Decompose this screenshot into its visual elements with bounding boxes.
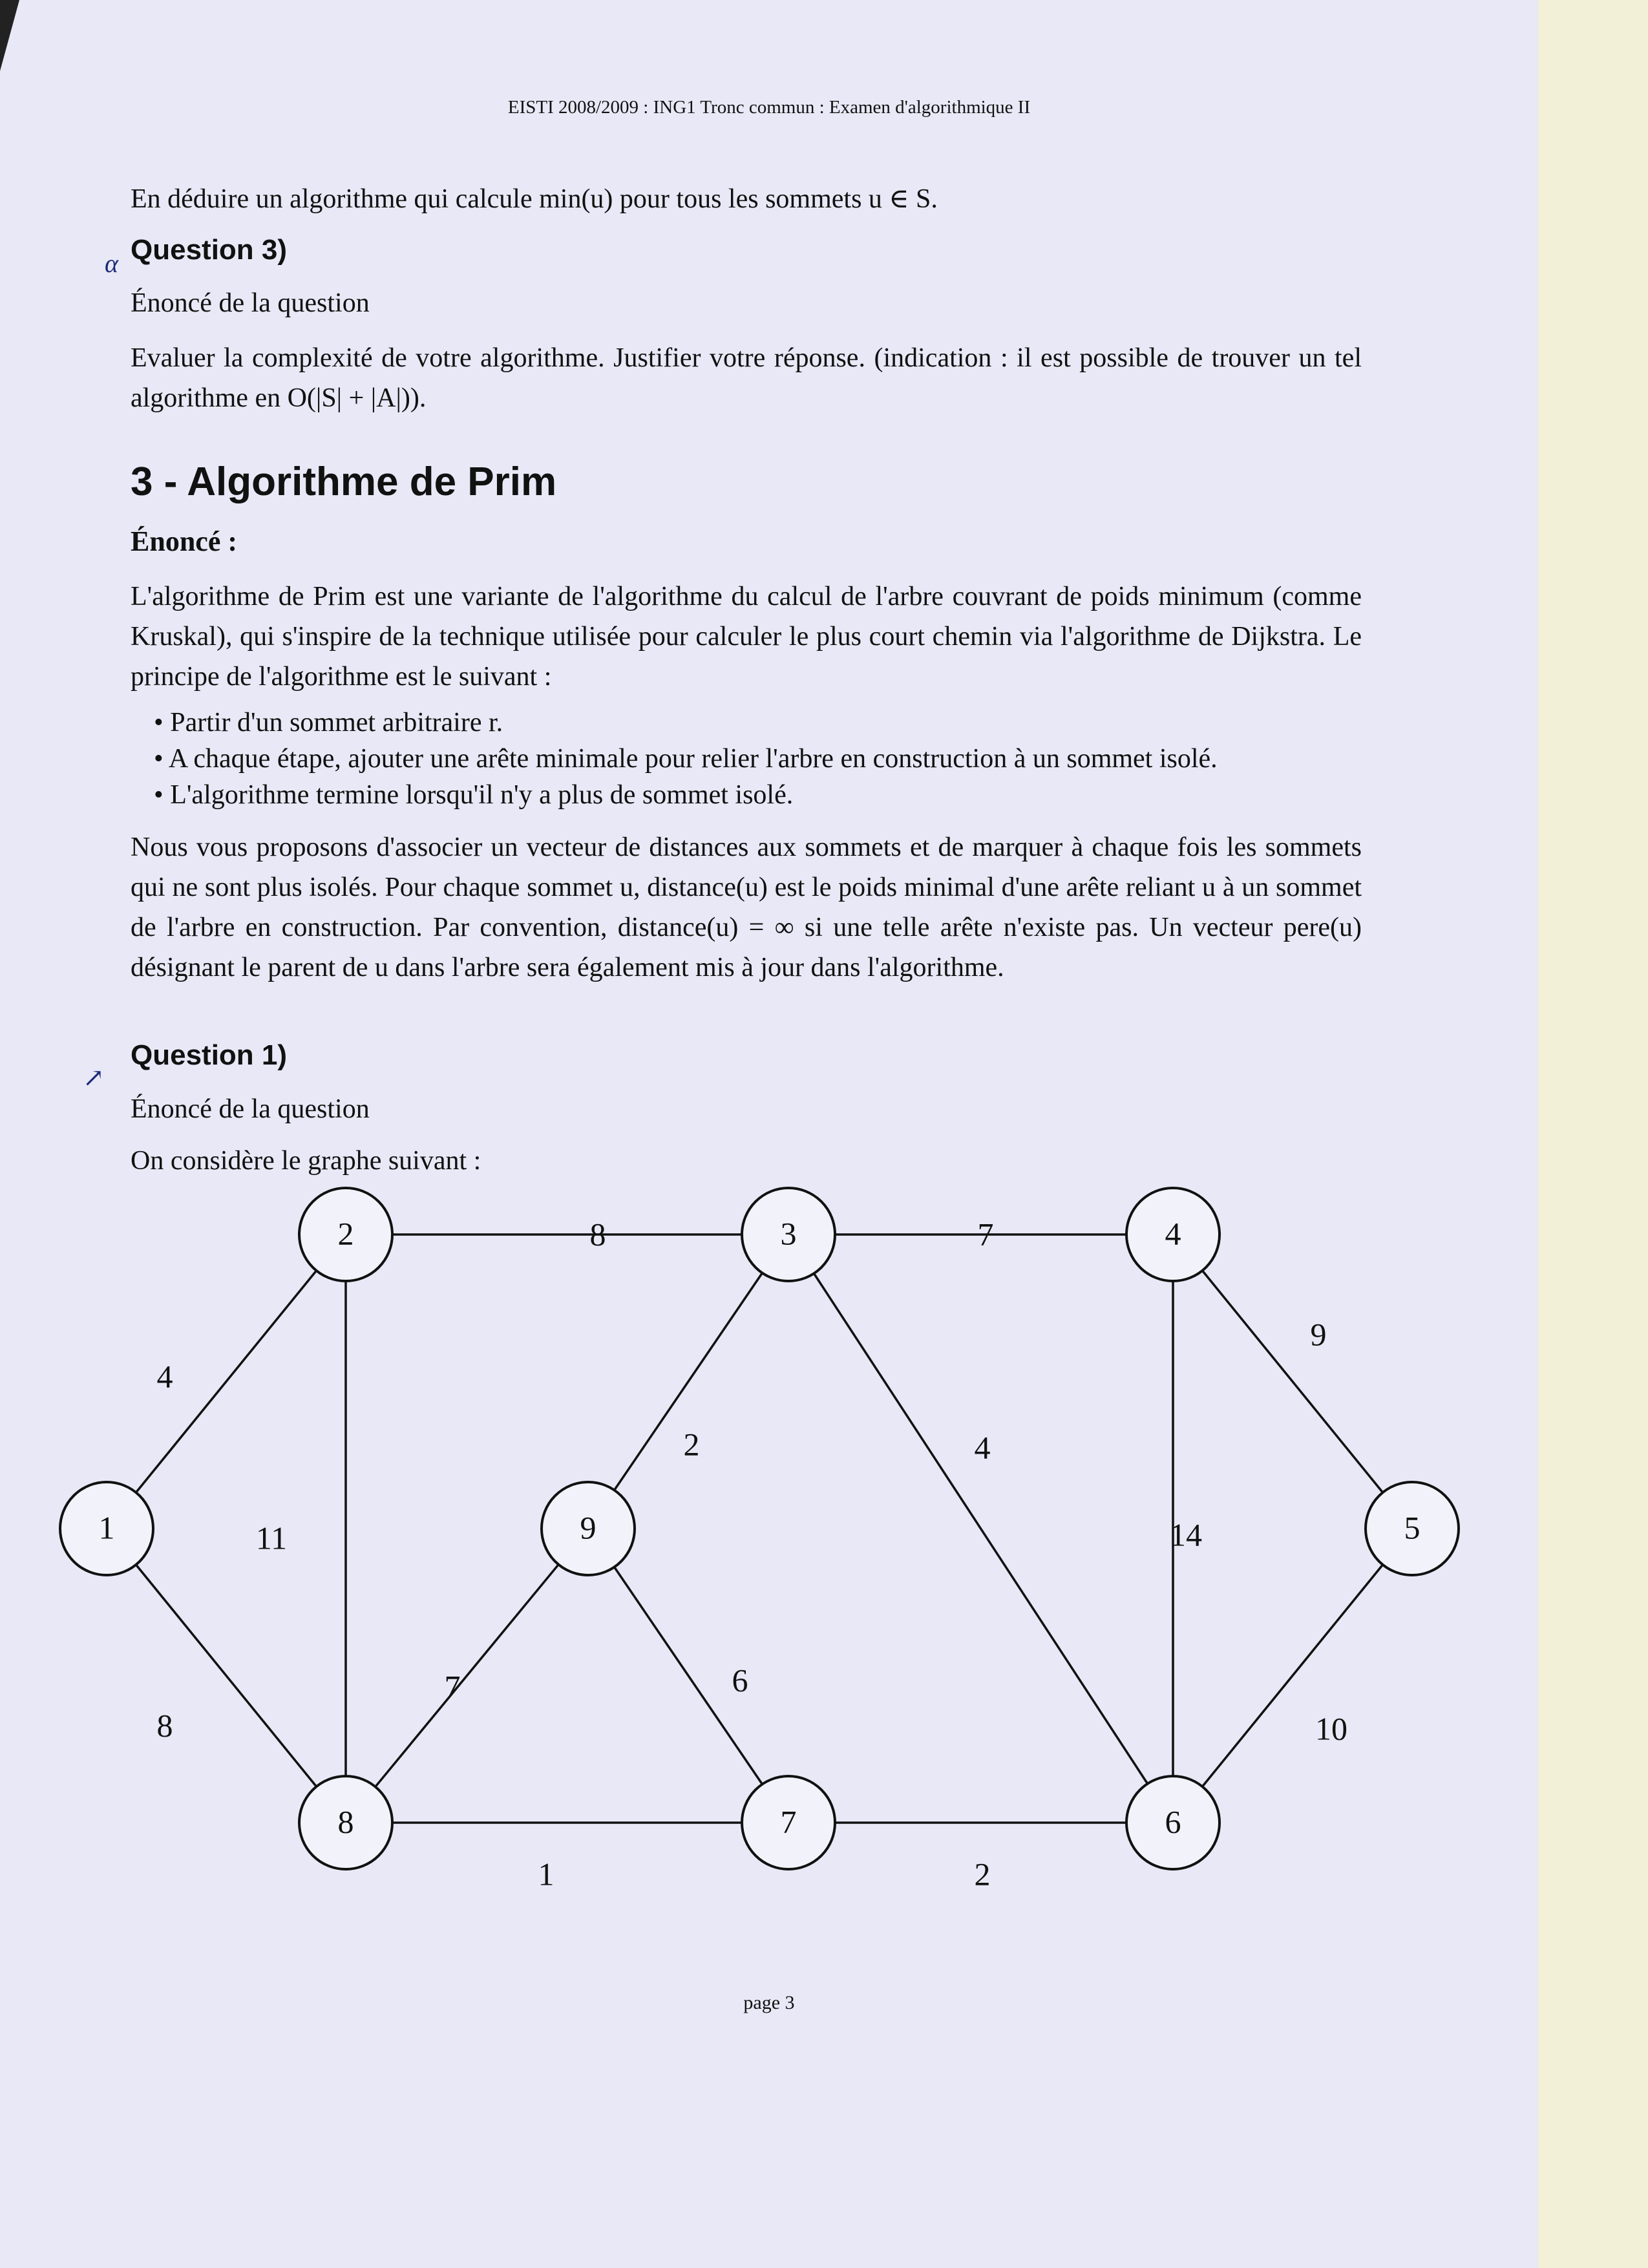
section-title: 3 - Algorithme de Prim bbox=[131, 460, 557, 504]
principle-item: • A chaque étape, ajouter une arête minimale pour relier l'arbre en construction à un sommet isolé. bbox=[154, 744, 1218, 774]
vertex-label: 8 bbox=[337, 1803, 354, 1840]
vertex-label: 1 bbox=[98, 1509, 115, 1546]
vertex-5 bbox=[1366, 1482, 1459, 1575]
edge-weight-3-9: 2 bbox=[683, 1426, 700, 1463]
vertex-1 bbox=[60, 1482, 153, 1575]
handwritten-mark-q3: α bbox=[105, 249, 118, 278]
question-3-title: Question 3) bbox=[131, 234, 288, 266]
vertex-label: 7 bbox=[780, 1803, 797, 1840]
handwritten-mark-q1: ↗ bbox=[83, 1063, 105, 1092]
edge-4-5 bbox=[1202, 1271, 1382, 1492]
question-3-body: Evaluer la complexité de votre algorithme. Justifier votre réponse. (indication : il est possible de trouver un tel algorithme en O(|S| + |A|)). bbox=[131, 343, 1362, 413]
vertex-label: 9 bbox=[580, 1509, 597, 1546]
edge-weight-4-5: 9 bbox=[1310, 1316, 1327, 1353]
prim-intro: L'algorithme de Prim est une variante de l'algorithme du calcul de l'arbre couvrant de poids minimum (comme Kruskal), qui s'inspire de la technique utilisée pour calculer le plus court chemin via l'algorithme de Dijkstra. Le principe de l'algorithme est le suivant : bbox=[131, 582, 1362, 692]
edge-weight-1-8: 8 bbox=[156, 1707, 173, 1744]
scan-background-strip bbox=[1538, 0, 1648, 2268]
weighted-graph bbox=[0, 1163, 1538, 1939]
edge-weight-5-6: 10 bbox=[1315, 1710, 1347, 1747]
edge-weight-9-8: 7 bbox=[444, 1668, 461, 1705]
edge-weight-2-3: 8 bbox=[589, 1216, 606, 1253]
vertex-label: 6 bbox=[1165, 1803, 1181, 1840]
vertex-3 bbox=[742, 1188, 835, 1281]
edge-weight-1-2: 4 bbox=[156, 1358, 173, 1395]
edge-weight-3-4: 7 bbox=[977, 1216, 994, 1253]
question-3-subtitle: Énoncé de la question bbox=[131, 288, 370, 318]
vertex-label: 3 bbox=[780, 1215, 797, 1252]
prim-description: Nous vous proposons d'associer un vecteur de distances aux sommets et de marquer à chaque fois les sommets qui ne sont plus isolés. Pour chaque sommet u, distance(u) est le poids minimal d'une arête reliant u à un sommet de l'arbre en construction. Par convention, distance(u) = ∞ si une telle arête n'existe pas. Un vecteur pere(u) désignant le parent de u dans l'arbre sera également mis à jour dans l'algorithme. bbox=[131, 832, 1362, 982]
vertex-7 bbox=[742, 1776, 835, 1869]
vertex-8 bbox=[299, 1776, 392, 1869]
edge-weight-9-7: 6 bbox=[732, 1662, 748, 1699]
edge-weight-8-7: 1 bbox=[538, 1856, 555, 1892]
vertex-4 bbox=[1126, 1188, 1220, 1281]
vertex-label: 4 bbox=[1165, 1215, 1181, 1252]
page-header: EISTI 2008/2009 : ING1 Tronc commun : Examen d'algorithmique II bbox=[507, 97, 1031, 118]
edge-9-8 bbox=[375, 1565, 558, 1787]
page-number: page 3 bbox=[743, 1992, 795, 2013]
edge-weight-3-6: 4 bbox=[974, 1429, 991, 1466]
vertex-label: 5 bbox=[1404, 1509, 1421, 1546]
vertex-label: 2 bbox=[337, 1215, 354, 1252]
vertex-9 bbox=[542, 1482, 635, 1575]
principle-item: • L'algorithme termine lorsqu'il n'y a plus de sommet isolé. bbox=[154, 780, 794, 810]
question-1-title: Question 1) bbox=[131, 1039, 288, 1071]
question-1-subtitle: Énoncé de la question bbox=[131, 1094, 370, 1124]
principle-list bbox=[154, 705, 1218, 813]
principle-item: • Partir d'un sommet arbitraire r. bbox=[154, 708, 503, 737]
edge-5-6 bbox=[1202, 1565, 1382, 1786]
scan-corner-shadow bbox=[0, 0, 19, 71]
question-1-body: On considère le graphe suivant : bbox=[131, 1146, 481, 1176]
edge-weight-4-6: 14 bbox=[1170, 1516, 1202, 1553]
vertex-6 bbox=[1126, 1776, 1220, 1869]
edge-weight-2-8: 11 bbox=[255, 1520, 288, 1556]
edge-1-8 bbox=[136, 1565, 316, 1786]
vertex-2 bbox=[299, 1188, 392, 1281]
edge-weight-7-6: 2 bbox=[974, 1856, 991, 1892]
enonce-heading: Énoncé : bbox=[131, 525, 237, 557]
edge-3-6 bbox=[814, 1273, 1147, 1783]
intro-line: En déduire un algorithme qui calcule min(u) pour tous les sommets u ∈ S. bbox=[131, 184, 938, 214]
